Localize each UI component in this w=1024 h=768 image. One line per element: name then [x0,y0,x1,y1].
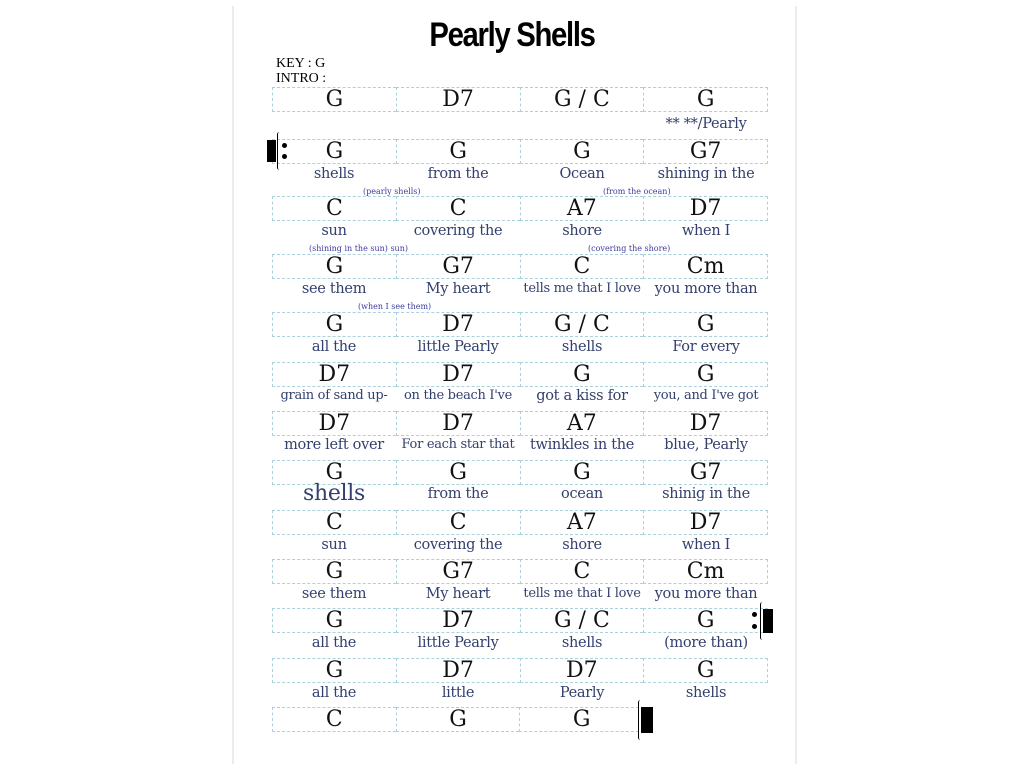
lyric-text: from the [427,166,489,182]
lyric-text: tells me that I love [523,586,641,601]
chord-symbol: G [573,139,591,164]
lyric-text: covering the [413,537,503,553]
chord-cell [396,460,520,485]
lyric-text: shells [685,685,727,701]
chord-symbol: G [449,139,467,164]
chord-symbol: C [573,254,591,279]
chord-symbol: D7 [442,87,474,112]
chord-row [272,510,768,535]
chord-cell [520,559,644,584]
chord-symbol: G [449,707,467,732]
chord-symbol: G7 [689,139,722,164]
lyric-text: from the [427,486,489,502]
chord-cell [520,139,644,164]
lyric-text: all the [311,635,357,651]
chord-row [272,559,768,584]
lyric-text: shinig in the [662,486,750,502]
chord-symbol: G [696,608,715,633]
lyric-row [272,281,768,297]
chord-symbol: D7 [689,510,722,535]
chord-symbol: G [573,362,591,387]
chord-cell [643,139,768,164]
chord-symbol: G [696,658,715,683]
lyric-text: all the [311,685,357,701]
lyric-text: covering the [413,223,503,239]
chord-symbol: C [573,559,591,584]
chord-symbol: D7 [689,196,722,221]
chord-symbol: C [449,510,467,535]
lyric-text: grain of sand up- [280,388,388,403]
chord-cell [520,608,644,633]
chord-symbol: G [325,87,344,112]
chord-symbol: G [573,460,591,485]
repeat-dot-icon [752,612,757,617]
lyric-row [272,437,768,453]
chord-symbol: C [325,196,343,221]
repeat-bar-icon [763,609,773,633]
chord-row [272,312,768,337]
song-title: Pearly Shells [429,16,595,54]
repeat-dot-icon [282,154,287,159]
chord-cell [396,139,520,164]
chord-cell [396,87,520,112]
lyric-row [272,223,768,239]
lyric-text: For each star that [401,437,515,452]
chord-symbol: A7 [566,411,597,436]
chord-cell [396,196,520,221]
repeat-bar-icon [267,140,276,162]
chord-cell [272,87,396,112]
chord-symbol: D7 [442,411,474,436]
intro-label: INTRO : [276,71,327,86]
chord-cell [396,559,520,584]
lyric-text: My heart [425,281,491,297]
chord-cell [396,254,520,279]
lyric-text: more left over [284,437,384,453]
chord-symbol: G [696,87,715,112]
lyric-text: little [441,685,475,701]
chord-cell [396,362,520,387]
chord-cell [520,460,644,485]
lyric-text: shells [561,635,603,651]
chord-cell [643,608,768,633]
lyric-row [272,339,768,355]
chord-symbol: G / C [553,87,610,112]
chord-cell [520,411,644,436]
lyric-row [272,116,768,132]
chord-cell [272,411,396,436]
backing-vocal-note: (when I see them) [358,302,432,311]
chord-cell [272,707,396,732]
lyric-text: shore [562,223,602,239]
lyric-text: you more than [654,281,758,297]
chord-cell [519,707,644,732]
chord-cell [396,608,520,633]
chord-cell [272,254,396,279]
chord-cell [643,510,768,535]
chord-cell [272,312,396,337]
lyric-text: little Pearly [417,635,499,651]
chord-symbol: G [572,707,591,732]
lyric-row [272,586,768,602]
chord-cell [520,362,644,387]
lyric-row [272,537,768,553]
chord-row [272,196,768,221]
chord-symbol: Cm [686,559,725,584]
chord-cell [272,196,396,221]
chord-cell [643,362,768,387]
chord-symbol: D7 [318,411,351,436]
lyric-row [272,388,768,404]
chord-cell [272,658,396,683]
lyric-text: see them [301,586,367,602]
key-label: KEY : G [276,56,326,71]
lyric-text: ocean [561,486,603,502]
chord-symbol: C [325,707,343,732]
lyric-text: all the [311,339,357,355]
chord-symbol: G7 [442,559,474,584]
chord-cell [643,559,768,584]
final-bar-icon [641,707,653,733]
chord-cell [396,707,520,732]
chord-cell [272,362,396,387]
lyric-text: shells [561,339,603,355]
chord-cell [643,658,768,683]
chord-row [272,411,768,436]
lyric-text: on the beach I've [404,388,512,403]
chord-row [272,139,768,164]
chord-cell [520,87,644,112]
chord-symbol: D7 [442,608,474,633]
lyric-text: see them [301,281,367,297]
chord-symbol: D7 [318,362,351,387]
lyric-text: you, and I've got [653,388,759,403]
chord-symbol: G [696,312,715,337]
chord-row [272,254,768,279]
chord-cell [643,87,768,112]
lyric-text: when I [681,223,731,239]
chord-symbol: G [325,254,344,279]
chord-symbol: D7 [689,411,722,436]
chord-cell [520,658,644,683]
chord-symbol: G [325,139,344,164]
lyric-text: shore [562,537,602,553]
lyric-text: (more than) [664,635,748,651]
lyric-text: sun [321,223,347,239]
chord-symbol: D7 [566,658,598,683]
repeat-dot-icon [752,624,757,629]
chord-cell [396,510,520,535]
chord-symbol: G [325,460,344,485]
lyric-text: Ocean [559,166,605,182]
chord-symbol: A7 [566,196,597,221]
lyric-text: My heart [425,586,491,602]
chord-cell [643,460,768,485]
lyric-text: sun [321,537,347,553]
lyric-text [520,116,644,132]
chord-row [272,658,768,683]
chord-cell [272,559,396,584]
lyric-text: blue, Pearly [664,437,748,453]
chord-cell [272,510,396,535]
backing-vocal-note: (shining in the sun) sun) [309,244,408,253]
chord-symbol: G [325,312,344,337]
chord-symbol: C [449,196,467,221]
chord-cell [272,608,396,633]
chord-symbol: G [325,559,344,584]
chord-cell [643,411,768,436]
chord-row [272,362,768,387]
lyric-text: got a kiss for [536,388,628,404]
chord-symbol: G [325,608,344,633]
lyric-text: shells [302,481,366,506]
chord-cell [643,196,768,221]
chord-cell [520,196,644,221]
chord-cell [520,510,644,535]
chord-symbol: Cm [686,254,725,279]
chord-symbol: C [325,510,343,535]
chord-symbol: G [325,658,344,683]
chord-row [272,87,768,112]
lyric-text: shining in the [657,166,755,182]
lyric-text: ** **/Pearly [665,116,747,132]
lyric-text: twinkles in the [529,437,635,453]
lyric-row [272,635,768,651]
chord-symbol: G [696,362,715,387]
chord-cell [272,139,396,164]
lyric-text: Pearly [559,685,605,701]
chord-symbol: D7 [442,362,474,387]
chord-cell [643,312,768,337]
lyric-row [272,166,768,182]
chord-cell [643,254,768,279]
chord-symbol: G / C [553,608,610,633]
chord-symbol: A7 [566,510,597,535]
chord-symbol: G7 [689,460,722,485]
chord-cell [396,658,520,683]
chord-cell [520,312,644,337]
lyric-row [272,685,768,701]
chord-cell [520,254,644,279]
lyric-text [272,116,396,132]
lyric-text: tells me that I love [523,281,641,296]
chord-symbol: G / C [553,312,610,337]
lyric-text: when I [681,537,731,553]
chord-symbol: D7 [442,658,474,683]
lyric-text: shells [313,166,355,182]
backing-vocal-note: (from the ocean) [603,187,671,196]
lyric-text: For every [672,339,740,355]
backing-vocal-note: (pearly shells) [363,187,421,196]
repeat-brace-icon [277,132,282,170]
lyric-text: you more than [654,586,758,602]
backing-vocal-note: (covering the shore) [588,244,671,253]
chord-symbol: G7 [442,254,474,279]
chord-row [272,608,768,633]
lyric-text: little Pearly [417,339,499,355]
chord-symbol: D7 [442,312,474,337]
chord-symbol: G [449,460,467,485]
lyric-row [272,481,768,506]
chord-cell [396,312,520,337]
lyric-text [396,116,520,132]
chord-cell [396,411,520,436]
repeat-dot-icon [282,143,287,148]
chord-row [272,707,644,732]
